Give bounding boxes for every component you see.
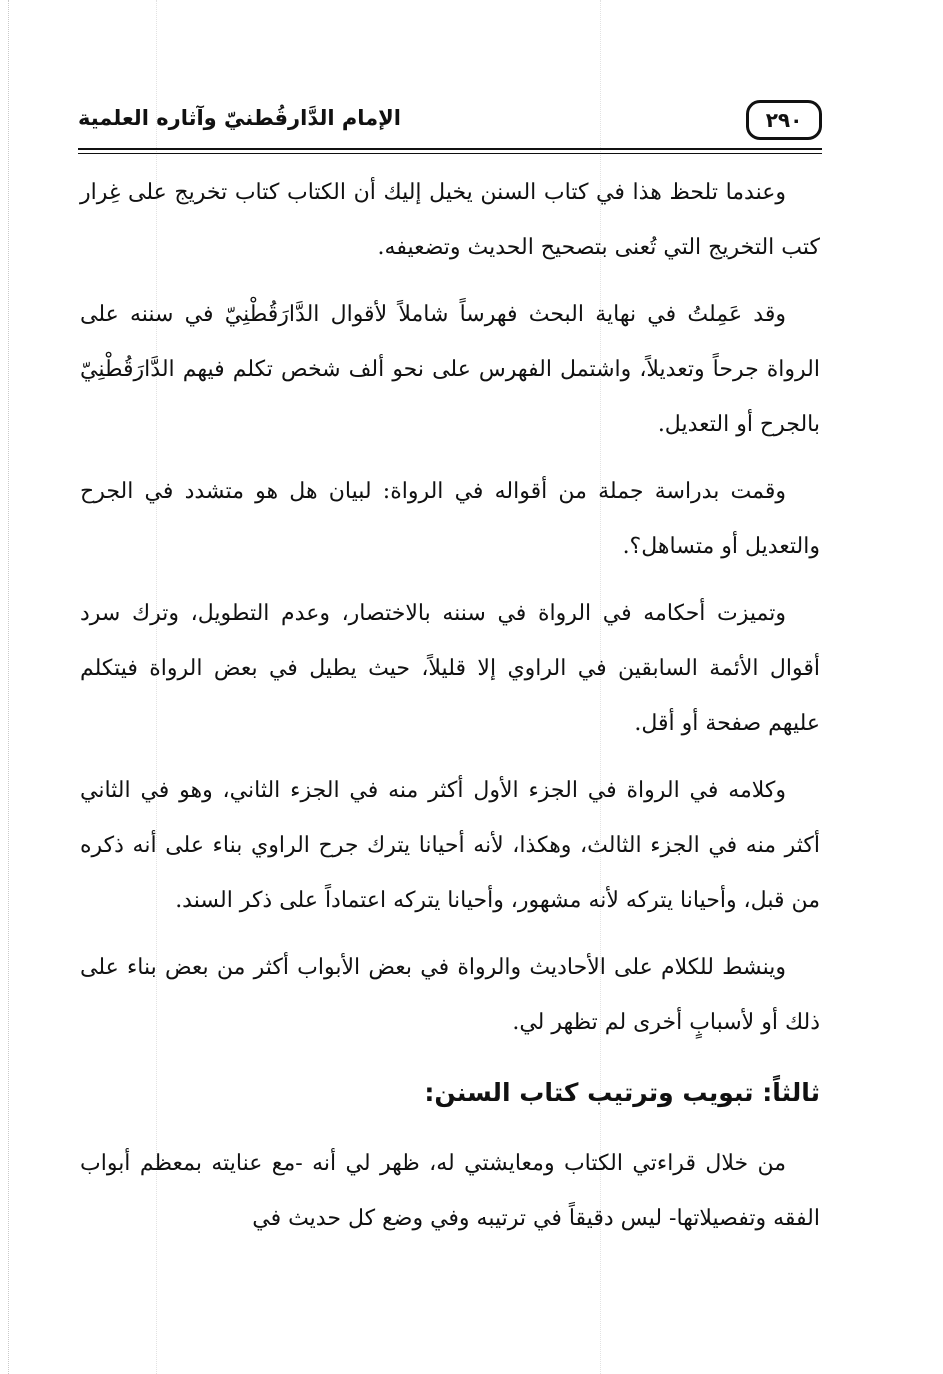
paragraph: وكلامه في الرواة في الجزء الأول أكثر منه في الجزء الثاني، وهو في الثاني أكثر منه في الجزء الثالث، وهكذا، لأنه أحيانا يترك جرح الراوي بناء على أنه ذكره من قبل، وأحيانا يتركه لأنه مشهور، وأحيانا يتركه اعتماداً على ذكر السند.	[80, 778, 820, 913]
paragraph: وعندما تلحظ هذا في كتاب السنن يخيل إليك أن الكتاب كتاب تخريج على غِرار كتب التخريج التي تُعنى بتصحيح الحديث وتضعيفه.	[80, 180, 820, 260]
page-header	[78, 100, 822, 146]
scan-guide-line	[8, 0, 9, 1374]
paragraph: من خلال قراءتي الكتاب ومعايشتي له، ظهر لي أنه -مع عنايته بمعظم أبواب الفقه وتفصيلاتها- ليس دقيقاً في ترتيبه وفي وضع كل حديث في	[80, 1151, 820, 1231]
section-heading: ثالثاً: تبويب وترتيب كتاب السنن:	[424, 1078, 820, 1107]
paragraph: وقمت بدراسة جملة من أقواله في الرواة: لبيان هل هو متشدد في الجرح والتعديل أو متساهل؟.	[80, 479, 820, 559]
body-text	[80, 165, 820, 1258]
header-divider	[78, 148, 822, 150]
header-divider-thin	[78, 153, 822, 154]
paragraph: وتميزت أحكامه في الرواة في سننه بالاختصار، وعدم التطويل، وترك سرد أقوال الأئمة السابقين في الراوي إلا قليلاً، حيث يطيل في بعض الرواة فيتكلم عليهم صفحة أو أقل.	[80, 601, 820, 736]
page-number: ٢٩٠	[746, 100, 822, 140]
paragraph: وقد عَمِلتُ في نهاية البحث فهرساً شاملاً لأقوال الدَّارَقُطْنِيّ في سننه على الرواة جرحاً وتعديلاً، واشتمل الفهرس على نحو ألف شخص تكلم فيهم الدَّارَقُطْنِيّ بالجرح أو التعديل.	[80, 302, 820, 437]
running-title: الإمام الدَّارقُطنيّ وآثاره العلمية	[78, 106, 401, 130]
paragraph: وينشط للكلام على الأحاديث والرواة في بعض الأبواب أكثر من بعض بناء على ذلك أو لأسبابٍ أخرى لم تظهر لي.	[80, 955, 820, 1035]
